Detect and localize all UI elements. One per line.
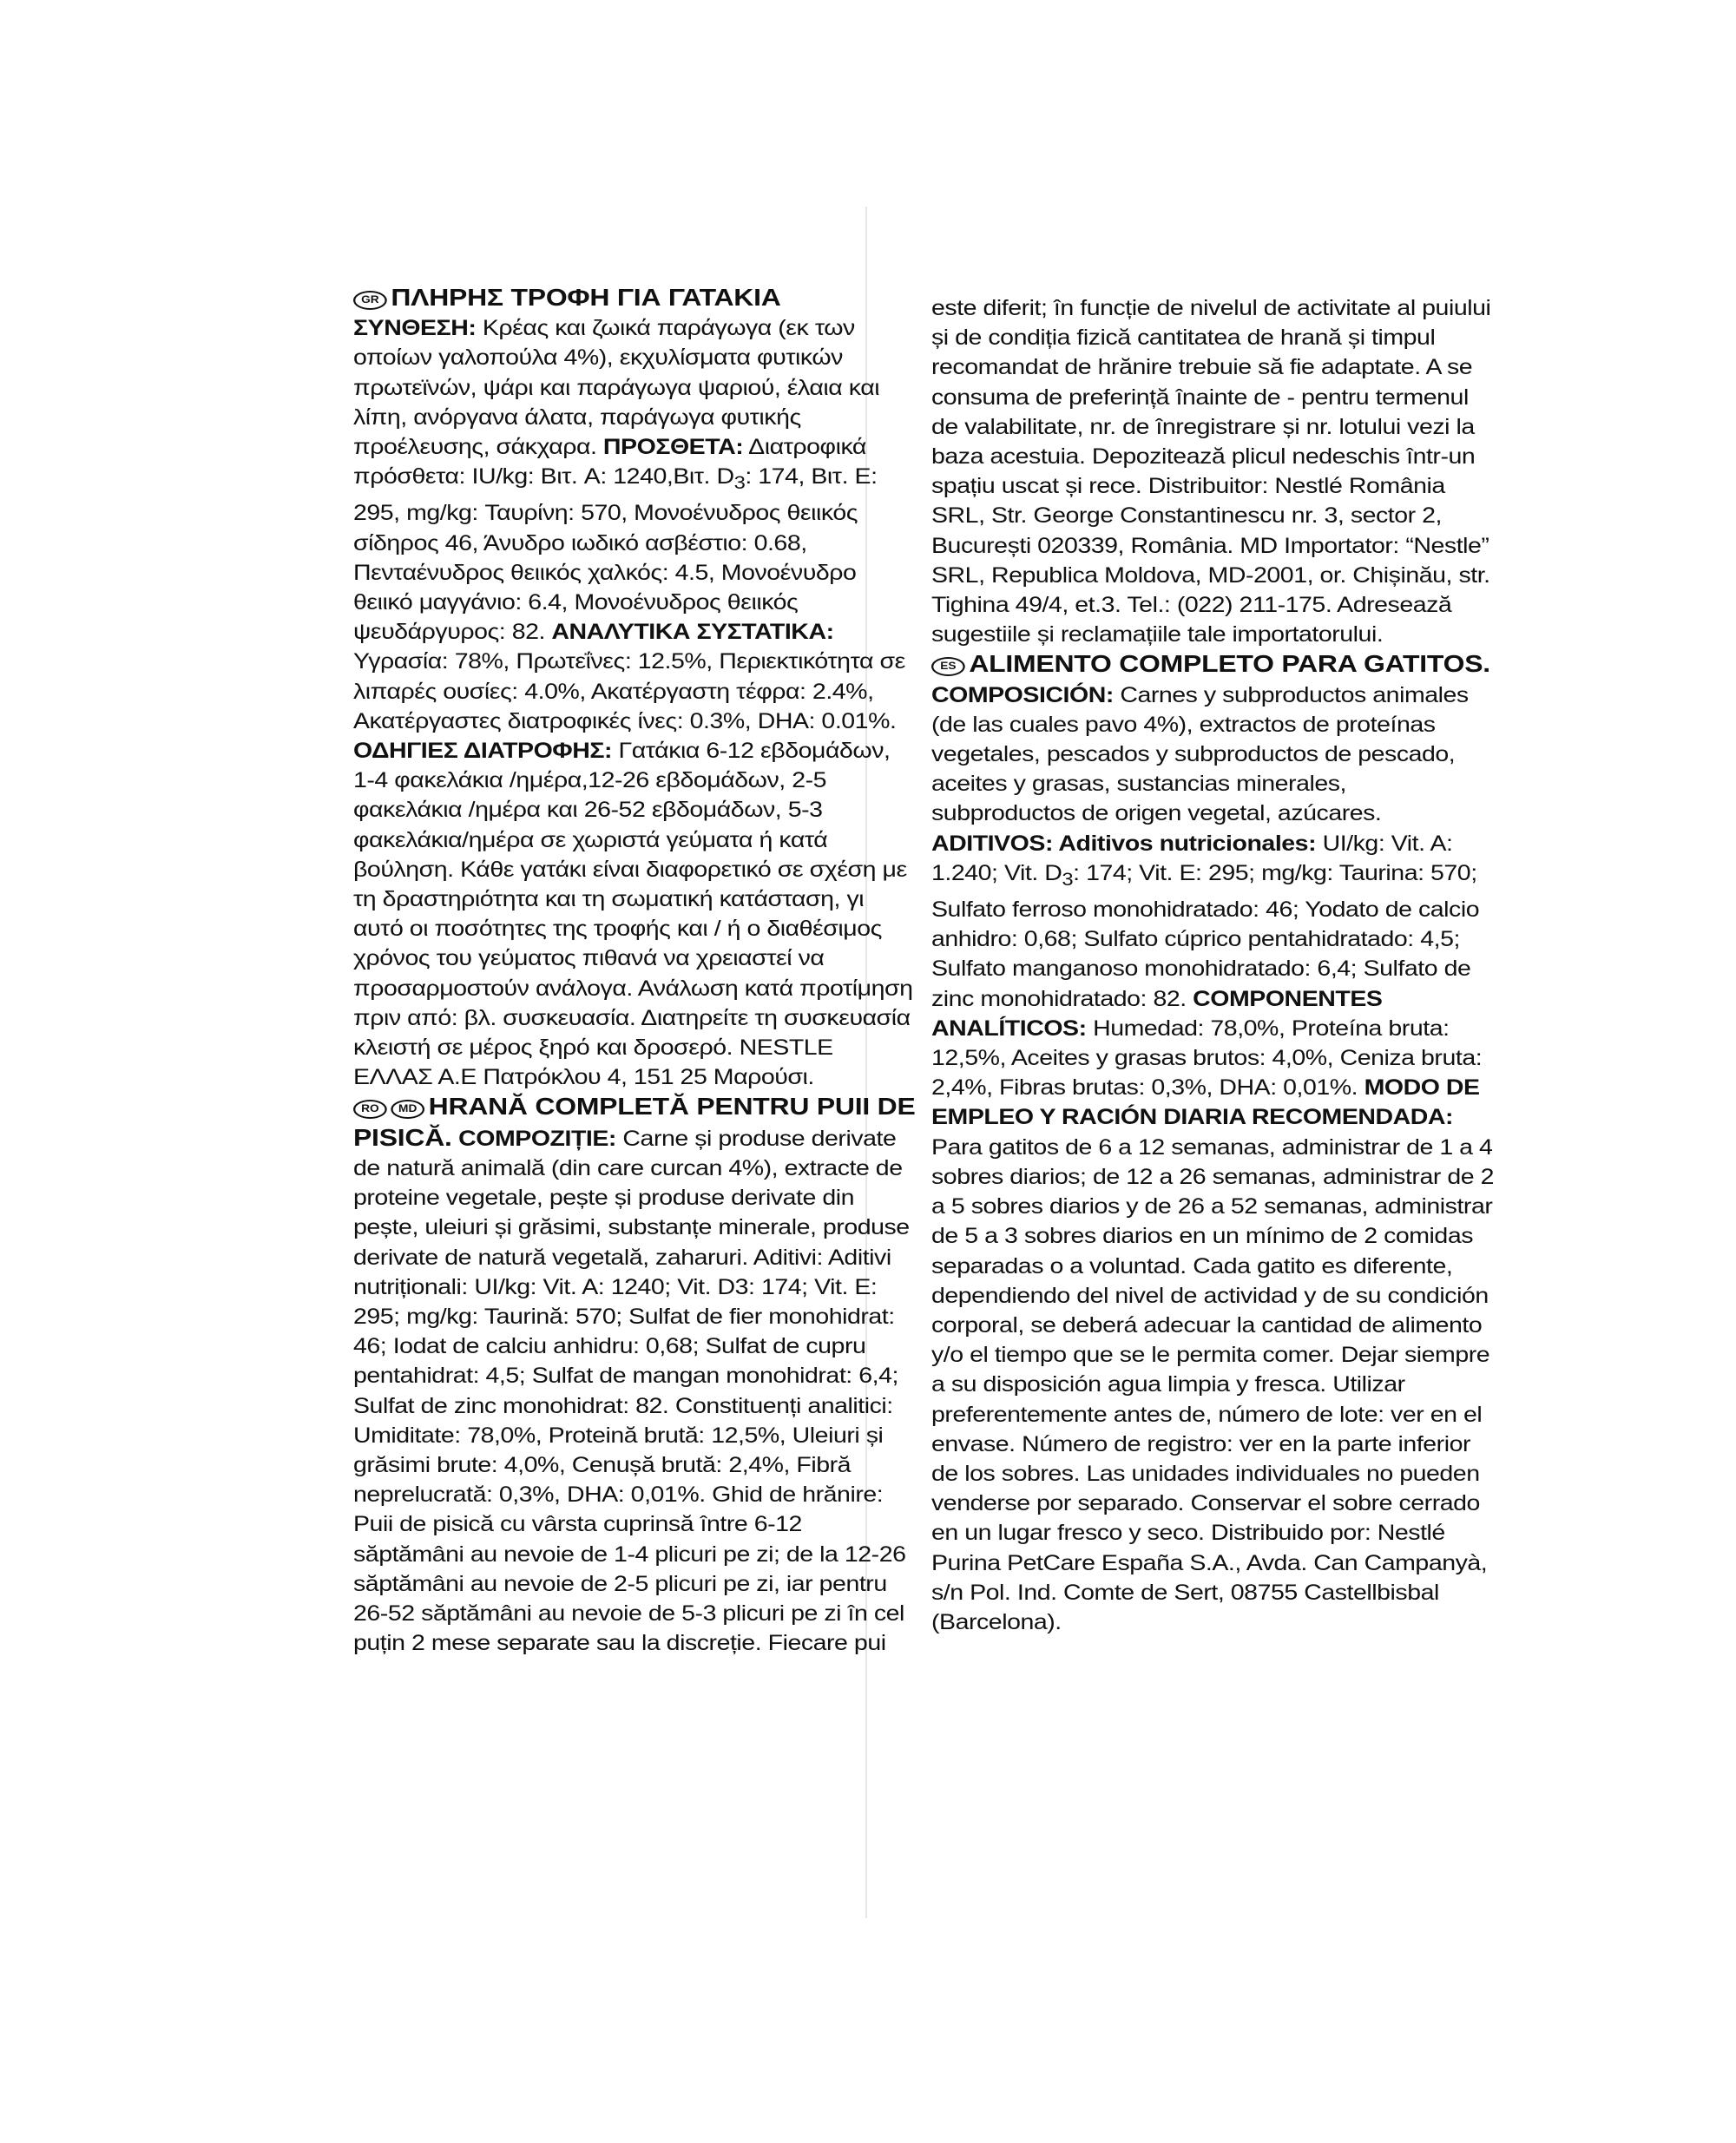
ro-composition-label: COMPOZIȚIE: (451, 1126, 616, 1151)
es-language-badge: ES (931, 657, 965, 676)
es-additives-label: ADITIVOS: Aditivos nutricionales: (931, 831, 1317, 856)
gr-feeding-text: Γατάκια 6-12 εβδομάδων, 1-4 φακελάκια /ημέρα,12-26 εβδομάδων, 2-5 φακελάκια /ημέρα και 26-52 εβδομάδων, 5-3 φακελάκια/ημέρα σε χωριστά γεύματα ή κατά βούληση. Κάθε γατάκι είναι διαφορετικό σε σχέση με τη δραστηριότητα και τη σωματική κατάσταση, γι αυτό οι ποσότητες της τροφής και / ή ο διαθέσιμος χρόνος του γεύματος πιθανά να χρειαστεί να προσαρμοστούν ανάλογα. Ανάλωση κατά προτίμηση πριν από: βλ. συσκευασία. Διατηρείτε τη συσκευασία κλειστή σε μέρος ξηρό και δροσερό. NESTLE ΕΛΛΑΣ Α.Ε Πατρόκλου 4, 151 25 Μαρούσι. (353, 739, 913, 1090)
left-column (353, 283, 917, 1658)
ro-heading: HRANĂ COMPLETĂ PENTRU PUII DE PISICĂ. (353, 1093, 916, 1151)
ro-text-part2: este diferit; în funcție de nivelul de activitate al puiului și de condiția fizică cantitatea de hrană și timpul recomandat de hrănire trebuie să fie adaptate. A se consuma de preferință înainte de - pentru termenul de valabilitate, nr. de înregistrare și nr. lotului vezi la baza acestuia. Depozitează plicul nedeschis într-un spațiu uscat și rece. Distribuitor: Nestlé România SRL, Str. George Constantinescu nr. 3, sector 2, București 020339, România. MD Importator: “Nestle” SRL, Republica Moldova, MD-2001, or. Chișinău, str. Tighina 49/4, et.3. Tel.: (022) 211-175. Adresează sugestiile și reclamațiile tale importatorului. (931, 296, 1491, 648)
gr-language-badge: GR (353, 291, 387, 310)
md-language-badge: MD (391, 1100, 424, 1119)
es-analytical-text: Humedad: 78,0%, Proteína bruta: 12,5%, Aceites y grasas brutos: 4,0%, Ceniza bruta: 2,4%, Fibras brutas: 0,3%, DHA: 0,01%. (931, 1016, 1483, 1101)
es-composition-text: Carnes y subproductos animales (de las cuales pavo 4%), extractos de proteínas vegetales, pescados y subproductos de pescado, aceites y grasas, sustancias minerales, subproductos de origen vegetal, azúcares. (931, 682, 1469, 826)
romanian-section-continued (931, 293, 1496, 649)
romanian-section (353, 1092, 917, 1658)
gr-heading: ΠΛΗΡΗΣ ΤΡΟΦΗ ΓΙΑ ΓΑΤΑΚΙΑ (391, 284, 781, 311)
right-column (931, 293, 1496, 1637)
es-additives-text: UI/kg: Vit. A: 1.240; Vit. D (931, 831, 1453, 885)
gr-d3-subscript: 3 (733, 473, 746, 494)
es-analytical-label: COMPONENTES ANALÍTICOS: (931, 986, 1383, 1041)
gr-analytical-text: Υγρασία: 78%, Πρωτεΐνες: 12.5%, Περιεκτικότητα σε λιπαρές ουσίες: 4.0%, Ακατέργαστη τέφρα: 2.4%, Ακατέργαστες διατροφικές ίνες: 0.3%, DHA: 0.01%. (353, 649, 905, 733)
es-heading: ALIMENTO COMPLETO PARA GATITOS. (969, 650, 1490, 678)
greek-section (353, 283, 917, 1092)
gr-composition-label: ΣΥΝΘΕΣΗ: (353, 316, 477, 341)
ro-language-badge: RO (353, 1100, 387, 1119)
gr-additives-text: Διατροφικά πρόσθετα: IU/kg: Βιτ. A: 1240,Βιτ. D (353, 435, 866, 490)
gr-additives-text-2: : 174, Βιτ. E: 295, mg/kg: Ταυρίνη: 570, Μονοένυδρος θειικός σίδηρος 46, Άνυδρο ιωδικό ασβέστιο: 0.68, Πενταένυδρος θειικός χαλκός: 4.5, Μονοένυδρο θειικό μαγγάνιο: 6.4, Μονοένυδρος θειικός ψευδάργυρος: 82. (353, 464, 878, 645)
gr-additives-label: ΠΡΟΣΘΕΤΑ: (602, 435, 744, 460)
gr-feeding-label: ΟΔΗΓΙΕΣ ΔΙΑΤΡΟΦΗΣ: (353, 739, 613, 764)
es-additives-text-2: : 174; Vit. E: 295; mg/kg: Taurina: 570; Sulfato ferroso monohidratado: 46; Yodato de calcio anhidro: 0,68; Sulfato cúprico pentahidratado: 4,5; Sulfato manganoso monohidratado: 6,4; Sulfato de zinc monohidratado: 82. (931, 860, 1480, 1011)
ro-text-part1: Carne și produse derivate de natură animală (din care curcan 4%), extracte de proteine vegetale, pește și produse derivate din pește, uleiuri și grăsimi, substanțe minerale, produse derivate de natură vegetală, zaharuri. Aditivi: Aditivi nutriționali: UI/kg: Vit. A: 1240; Vit. D3: 174; Vit. E: 295; mg/kg: Taurină: 570; Sulfat de fier monohidrat: 46; Iodat de calciu anhidru: 0,68; Sulfat de cupru pentahidrat: 4,5; Sulfat de mangan monohidrat: 6,4; Sulfat de zinc monohidrat: 82. Constituenți analitici: Umiditate: 78,0%, Proteină brută: 12,5%, Uleiuri și grăsimi brute: 4,0%, Cenușă brută: 2,4%, Fibră neprelucrată: 0,3%, DHA: 0,01%. Ghid de hrănire: Puii de pisică cu vârsta cuprinsă între 6-12 săptămâni au nevoie de 1-4 plicuri pe zi; de la 12-26 săptămâni au nevoie de 2-5 plicuri pe zi, iar pentru 26-52 săptămâni au nevoie de 5-3 plicuri pe zi în cel puțin 2 mese separate sau la discreție. Fiecare pui (353, 1126, 910, 1656)
es-d3-subscript: 3 (1062, 869, 1074, 890)
spanish-section (931, 649, 1496, 1637)
es-feeding-text: Para gatitos de 6 a 12 semanas, administrar de 1 a 4 sobres diarios; de 12 a 26 semanas, administrar de 2 a 5 sobres diarios y de 26 a 52 semanas, administrar de 5 a 3 sobres diarios en un mínimo de 2 comidas separadas o a voluntad. Cada gatito es diferente, dependiendo del nivel de actividad y de su condición corporal, se deberá adecuar la cantidad de alimento y/o el tiempo que se le permita comer. Dejar siempre a su disposición agua limpia y fresca. Utilizar preferentemente antes de, número de lote: ver en el envase. Número de registro: ver en la parte inferior de los sobres. Las unidades individuales no pueden venderse por separado. Conservar el sobre cerrado en un lugar fresco y seco. Distribuido por: Nestlé Purina PetCare España S.A., Avda. Can Campanyà, s/n Pol. Ind. Comte de Sert, 08755 Castellbisbal (Barcelona). (931, 1134, 1495, 1634)
es-composition-label: COMPOSICIÓN: (931, 682, 1114, 707)
es-feeding-label: MODO DE EMPLEO Y RACIÓN DIARIA RECOMENDADA: (931, 1075, 1480, 1130)
gr-analytical-label: ΑΝΑΛΥΤΙΚΑ ΣΥΣΤΑΤΙΚΑ: (551, 620, 834, 645)
gr-composition-text: Κρέας και ζωικά παράγωγα (εκ των οποίων γαλοπούλα 4%), εκχυλίσματα φυτικών πρωτεϊνών, ψάρι και παράγωγα ψαριού, έλαια και λίπη, ανόργανα άλατα, παράγωγα φυτικής προέλευσης, σάκχαρα. (353, 316, 880, 460)
